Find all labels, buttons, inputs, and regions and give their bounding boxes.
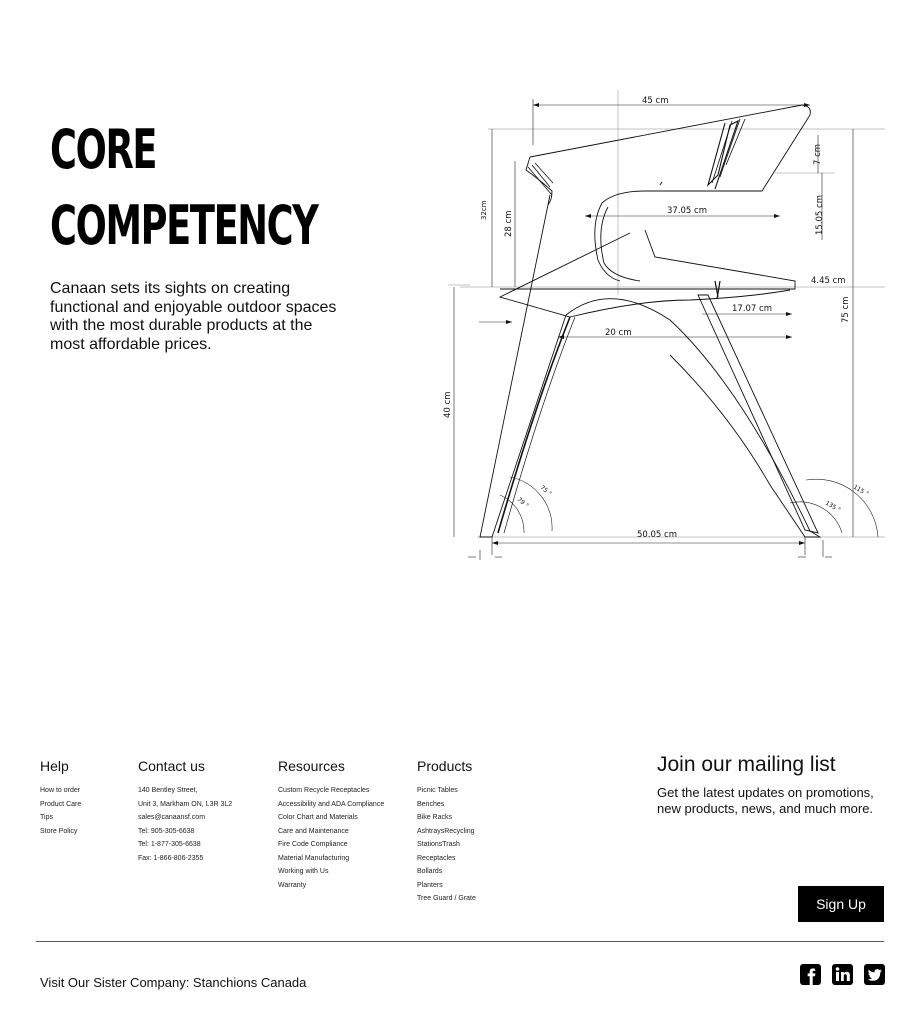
- twitter-icon[interactable]: [864, 964, 885, 985]
- dim-label-20cm: 20 cm: [605, 328, 632, 338]
- hero-description: Canaan sets its sights on creating functional and enjoyable outdoor spaces with the most durable products at the most affordable prices.: [50, 280, 337, 353]
- angle-label-79: 79 °: [515, 496, 530, 510]
- chair-drawing-svg: [440, 85, 890, 565]
- resource-link-warranty[interactable]: Warranty: [278, 881, 307, 889]
- footer-link-store-policy[interactable]: Store Policy: [40, 827, 78, 835]
- resource-link-custom-recycle[interactable]: Custom Recycle Receptacles: [278, 787, 370, 794]
- product-link-picnic-tables[interactable]: Picnic Tables: [417, 787, 458, 794]
- dim-label-1505cm: 15.05 cm: [815, 195, 825, 235]
- resource-link-care[interactable]: Care and Maintenance: [278, 827, 349, 835]
- linkedin-icon[interactable]: [832, 964, 853, 985]
- resource-link-fire-code[interactable]: Fire Code Compliance: [278, 841, 348, 848]
- product-link-benches[interactable]: Benches: [417, 800, 445, 808]
- footer-link-product-care[interactable]: Product Care: [40, 800, 82, 808]
- mailing-list-title: Join our mailing list: [657, 753, 836, 776]
- contact-address-line-1: 140 Bentley Street,: [138, 787, 198, 794]
- contact-phone-1[interactable]: Tel: 905-305-6638: [138, 827, 195, 835]
- resource-link-color-chart[interactable]: Color Chart and Materials: [278, 814, 358, 821]
- product-link-planters[interactable]: Planters: [417, 881, 443, 889]
- product-link-receptacles[interactable]: Receptacles: [417, 854, 456, 862]
- contact-address-line-2: Unit 3, Markham ON, L3R 3L2: [138, 800, 233, 808]
- footer-contact-title: Contact us: [138, 758, 205, 774]
- dim-label-445cm: 4.45 cm: [811, 276, 846, 286]
- resource-link-material[interactable]: Material Manufacturing: [278, 854, 350, 862]
- footer-products-title: Products: [417, 758, 473, 774]
- mailing-list-description: Get the latest updates on promotions, new products, news, and much more.: [657, 785, 874, 816]
- page-title: [50, 112, 318, 264]
- dim-label-7cm: 7 cm: [813, 143, 823, 165]
- contact-fax: Fax: 1-866-806-2355: [138, 854, 204, 862]
- product-link-bike-racks[interactable]: Bike Racks: [417, 814, 453, 821]
- sign-up-button[interactable]: Sign Up: [798, 886, 884, 922]
- dim-label-45cm: 45 cm: [642, 96, 669, 106]
- angle-label-115: 115 °: [852, 483, 870, 498]
- footer-products-column: [417, 757, 476, 906]
- resource-link-working-with-us[interactable]: Working with Us: [278, 868, 329, 875]
- product-link-ashtrays[interactable]: AshtraysRecycling: [417, 827, 475, 835]
- page-title-line-1: CORE: [50, 118, 157, 181]
- dim-label-5005cm: 50.05 cm: [637, 530, 677, 540]
- footer-divider: [36, 941, 884, 942]
- contact-email-link[interactable]: sales@canaansf.com: [138, 814, 206, 821]
- footer-link-how-to-order[interactable]: How to order: [40, 787, 81, 794]
- product-link-stations-trash[interactable]: StationsTrash: [417, 841, 460, 848]
- dim-label-40cm: 40 cm: [443, 391, 453, 418]
- resource-link-accessibility[interactable]: Accessibility and ADA Compliance: [278, 800, 385, 808]
- product-link-tree-guard[interactable]: Tree Guard / Grate: [417, 895, 476, 902]
- footer-resources-column: [278, 757, 384, 892]
- chair-technical-drawing: [440, 85, 890, 565]
- product-link-bollards[interactable]: Bollards: [417, 868, 443, 875]
- sister-company-link[interactable]: Visit Our Sister Company: Stanchions Canada: [40, 975, 307, 990]
- angle-label-75: 75 °: [538, 484, 553, 498]
- page-title-line-2: COMPETENCY: [50, 194, 318, 257]
- footer-contact-column: [138, 757, 232, 865]
- mailing-list-section: [657, 752, 897, 816]
- dim-label-1707cm: 17.07 cm: [732, 304, 772, 314]
- footer-help-title: Help: [40, 758, 69, 774]
- facebook-icon[interactable]: [800, 964, 821, 985]
- dim-label-75cm: 75 cm: [841, 296, 851, 323]
- footer-link-tips[interactable]: Tips: [40, 814, 53, 821]
- dim-label-3705cm: 37.05 cm: [667, 206, 707, 216]
- dim-label-32cm: 32cm: [480, 200, 488, 220]
- contact-phone-2[interactable]: Tel: 1-877-305-6638: [138, 841, 201, 848]
- dimension-lines: [454, 99, 878, 560]
- dim-label-28cm: 28 cm: [504, 210, 514, 237]
- footer-help-column: [40, 757, 81, 838]
- angle-label-135: 135 °: [824, 499, 842, 514]
- arrowheads: [492, 103, 810, 545]
- chair-outline: [480, 105, 820, 537]
- footer-resources-title: Resources: [278, 758, 345, 774]
